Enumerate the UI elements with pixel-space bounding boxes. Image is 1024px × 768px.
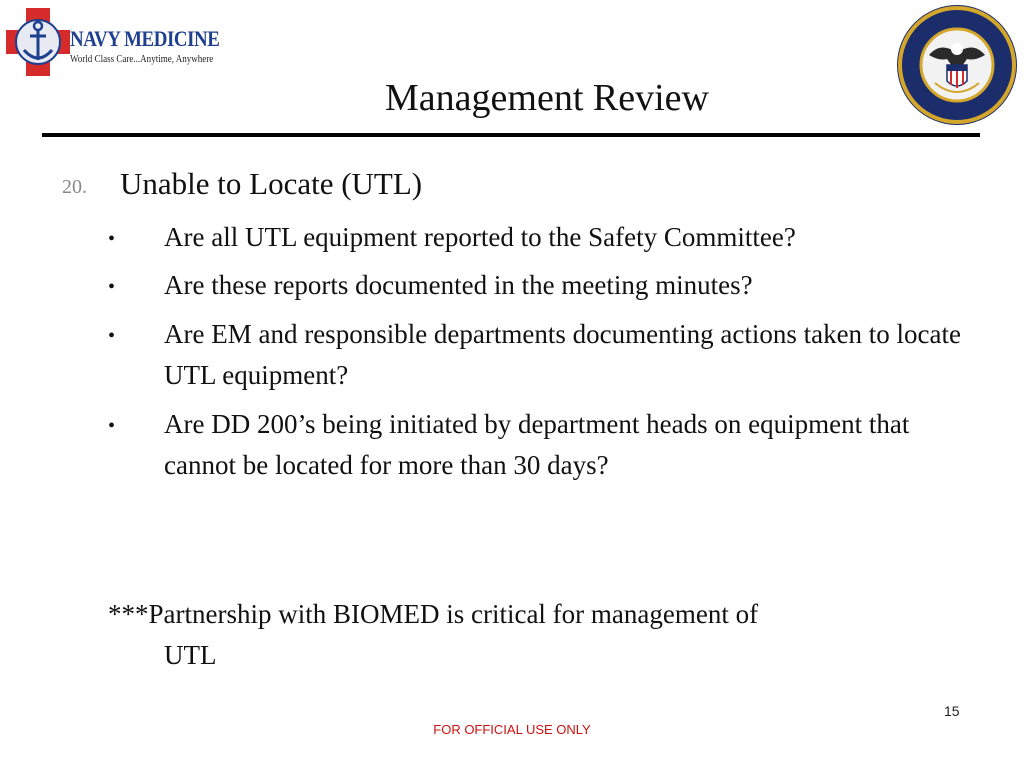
- bullet-glyph: •: [108, 276, 116, 298]
- bullet-glyph: •: [108, 228, 116, 250]
- bullet-glyph: •: [108, 415, 116, 437]
- classification-footer: FOR OFFICIAL USE ONLY: [433, 722, 591, 737]
- note-line-2: UTL: [164, 640, 217, 670]
- logo-brand-text: NAVY MEDICINE: [70, 26, 220, 51]
- red-cross-anchor-icon: [6, 6, 70, 78]
- partnership-note: [108, 594, 928, 676]
- bullet-text: Are DD 200’s being initiated by department heads on equipment that cannot be located for more than 30 days?: [164, 409, 910, 480]
- slide-title: Management Review: [385, 77, 709, 119]
- item-number: 20.: [62, 176, 87, 198]
- logo-tagline: World Class Care...Anytime, Anywhere: [70, 53, 214, 65]
- bullet-text: Are these reports documented in the meeting minutes?: [164, 270, 753, 300]
- item-heading: Unable to Locate (UTL): [120, 166, 423, 201]
- page-number: 15: [944, 703, 960, 719]
- note-line-1: ***Partnership with BIOMED is critical for management of: [108, 599, 759, 629]
- title-divider: [42, 133, 980, 137]
- navy-medicine-logo: [6, 6, 220, 78]
- bullet-glyph: •: [108, 325, 116, 347]
- bullet-text: Are all UTL equipment reported to the Safety Committee?: [164, 222, 796, 252]
- bullet-text: Are EM and responsible departments documenting actions taken to locate UTL equipment?: [164, 319, 962, 390]
